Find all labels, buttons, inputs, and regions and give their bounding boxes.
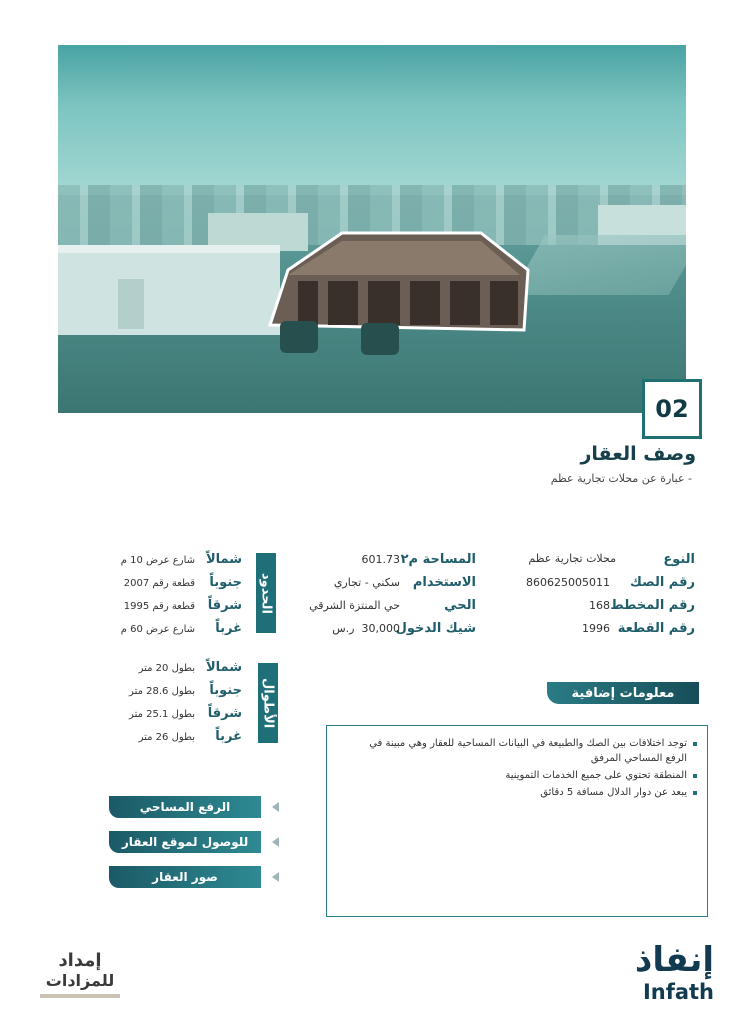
photo-car [280, 321, 318, 353]
plan-value: 168 [589, 599, 610, 612]
boundaries-tab [256, 553, 276, 633]
deposit-amount: 30,000 [361, 622, 400, 635]
type-value: محلات تجارية عظم [528, 552, 616, 565]
additional-info-list [352, 736, 697, 802]
boundary-west-label: غرباً [215, 621, 242, 636]
additional-info-box [326, 725, 708, 917]
boundary-west-value: شارع عرض 60 م [120, 624, 195, 635]
imdad-logo-line2: للمزادات [45, 971, 115, 990]
deposit-currency: ر.س [332, 622, 355, 635]
photos-arrow-icon [272, 872, 279, 882]
length-north-value: بطول 20 متر [138, 663, 195, 674]
length-south-value: بطول 28.6 متر [129, 686, 195, 697]
property-photo [58, 45, 686, 413]
length-north-label: شمالاً [205, 660, 242, 675]
boundary-south-label: جنوباً [209, 575, 242, 590]
usage-value: سكني - تجاري [333, 576, 400, 589]
imdad-logo-strip [40, 994, 120, 998]
section-title: وصف العقار [580, 443, 696, 465]
infath-logo-english: Infath [642, 980, 714, 1004]
description-bullet: - عبارة عن محلات تجارية عظم [550, 472, 692, 485]
type-label: النوع [663, 552, 695, 567]
infath-logo-arabic: إنفاذ [634, 940, 714, 980]
length-west-label: غرباً [215, 729, 242, 744]
section-number-badge [642, 379, 702, 439]
deed-label: رقم الصك [630, 575, 695, 590]
plot-value: 1996 [582, 622, 610, 635]
boundary-east-value: قطعة رقم 1995 [123, 601, 195, 612]
imdad-logo-line1: إمداد [58, 950, 102, 971]
length-south-label: جنوباً [209, 683, 242, 698]
district-value: حي المنتزة الشرقي [309, 599, 400, 612]
boundary-north-value: شارع عرض 10 م [120, 555, 195, 566]
highlighted-building-outline [58, 45, 686, 413]
section-number: 02 [655, 395, 689, 423]
photo-car [361, 323, 399, 355]
list-item: المنطقة تحتوي على جميع الخدمات التموينية [352, 768, 697, 783]
photos-link-button[interactable]: صور العقار [109, 866, 261, 888]
district-label: الحي [444, 598, 476, 613]
location-link-button[interactable]: للوصول لموقع العقار [109, 831, 261, 853]
area-value: 601.73 [361, 553, 400, 566]
length-east-label: شرقاً [207, 706, 242, 721]
plan-label: رقم المخطط [610, 598, 695, 613]
deed-value: 860625005011 [526, 576, 610, 589]
list-item: يبعد عن دوار الدلال مسافة 5 دقائق [352, 785, 697, 800]
boundaries-tab-label: الحدود [258, 572, 274, 614]
survey-arrow-icon [272, 802, 279, 812]
boundary-north-label: شمالاً [205, 552, 242, 567]
deposit-value [332, 622, 400, 635]
deposit-label: شيك الدخول [395, 621, 476, 636]
survey-link-button[interactable]: الرفع المساحي [109, 796, 261, 818]
list-item: توجد اختلافات بين الصك والطبيعة في البيانات المساحية للعقار وهي مبينة في الرفع المساحي المرفق [352, 736, 697, 766]
area-label: المساحة م٢ [400, 552, 476, 567]
usage-label: الاستخدام [412, 575, 476, 590]
additional-info-header: معلومات إضافية [547, 682, 699, 704]
lengths-tab [258, 663, 278, 743]
boundary-south-value: قطعة رقم 2007 [123, 578, 195, 589]
plot-label: رقم القطعة [617, 621, 695, 636]
location-arrow-icon [272, 837, 279, 847]
description-text: عبارة عن محلات تجارية عظم [550, 472, 685, 485]
length-east-value: بطول 25.1 متر [129, 709, 195, 720]
length-west-value: بطول 26 متر [138, 732, 195, 743]
imdad-logo [40, 950, 120, 998]
boundary-east-label: شرقاً [207, 598, 242, 613]
lengths-tab-label: الأطوال [260, 677, 276, 729]
